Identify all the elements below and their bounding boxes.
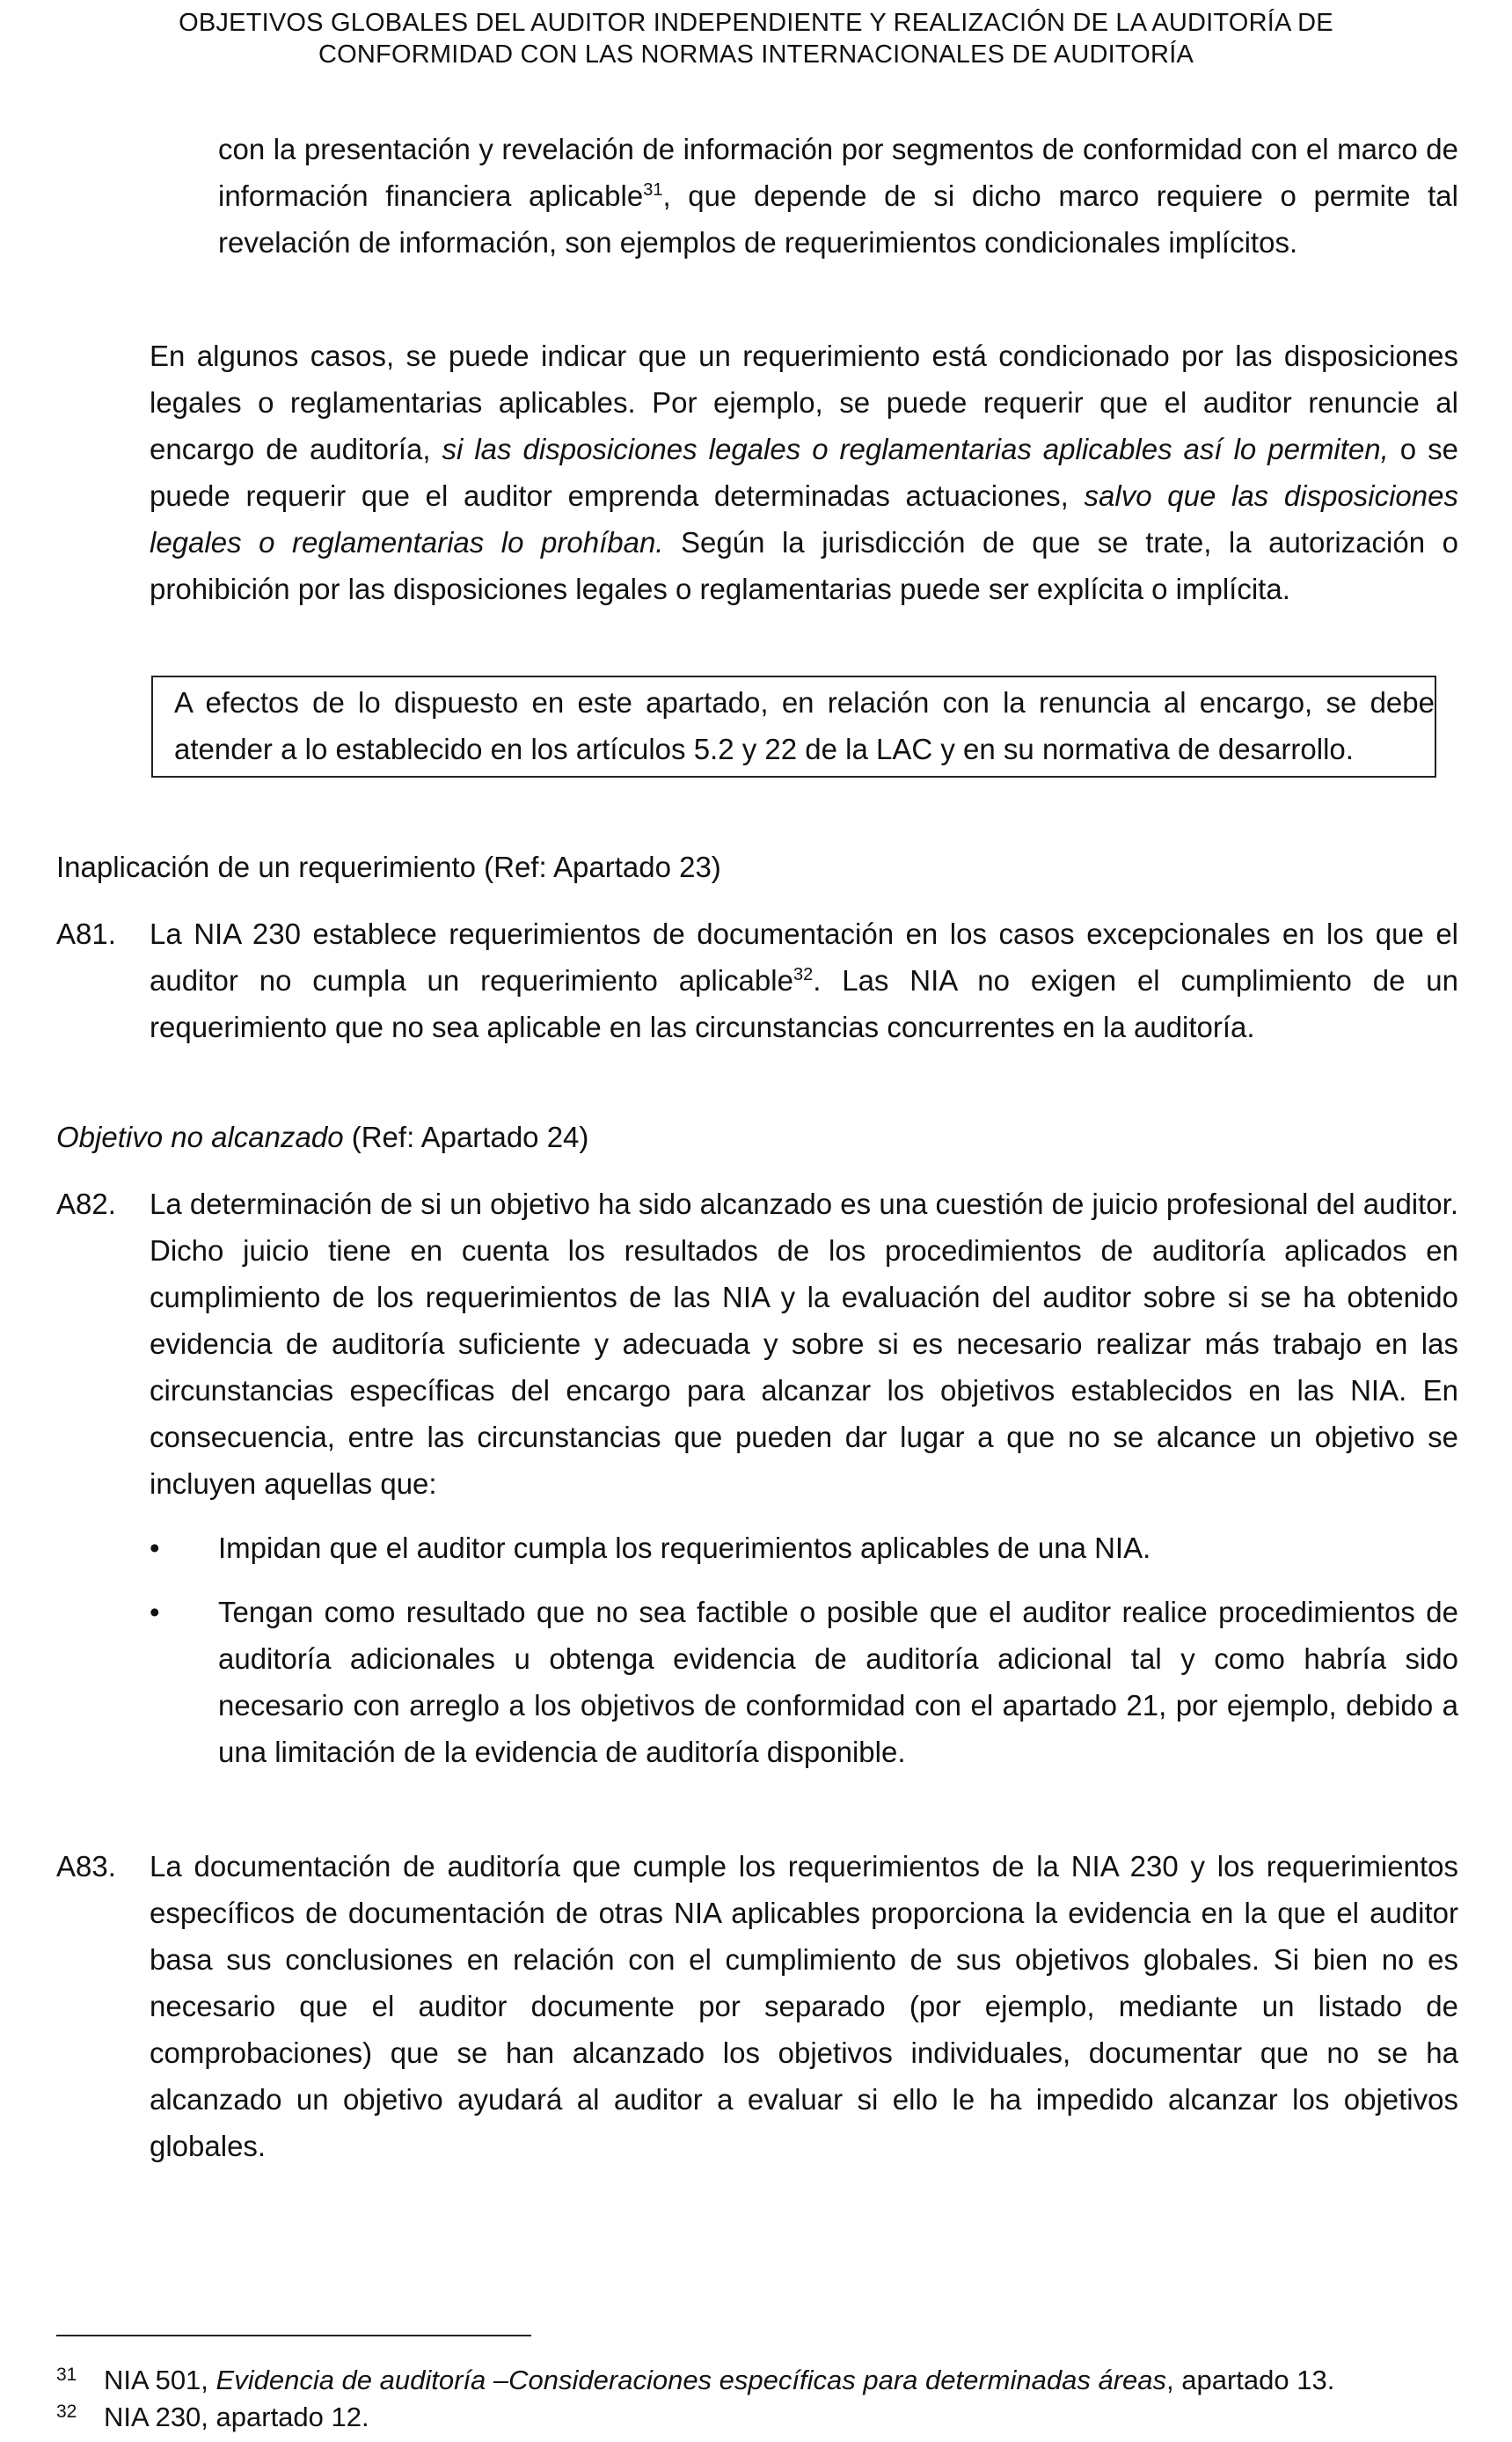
- paragraph-text: Según la jurisdicción de que se trate, la autorización o prohibición por las disposiciones legales o reglamentarias puede ser explícita o implícita.: [150, 526, 1458, 605]
- list-item-text: Impidan que el auditor cumpla los requerimientos aplicables de una NIA.: [218, 1532, 1151, 1564]
- footnote-ref-32: 32: [793, 965, 814, 984]
- paragraph-text: . Las NIA no exigen el cumplimiento de un requerimiento que no sea aplicable en las circunstancias concurrentes en la auditoría.: [150, 964, 1458, 1043]
- footnote-text: [104, 2363, 1334, 2398]
- footnote-italic: Evidencia de auditoría –Consideraciones específicas para determinadas áreas: [215, 2365, 1167, 2395]
- paragraph-body: La documentación de auditoría que cumple los requerimientos de la NIA 230 y los requerimientos específicos de documentación de otras NIA aplicables proporciona la evidencia en la que el auditor basa sus conclusiones en relación con el cumplimiento de sus objetivos globales. Si bien no es necesario que el auditor documente por separado (por ejemplo, mediante un listado de comprobaciones) que se han alcanzado los objetivos individuales, documentar que no se ha alcanzado un objetivo ayudará al auditor a evaluar si ello le ha impedido alcanzar los objetivos globales.: [150, 1850, 1458, 2162]
- paragraph-text: o se puede requerir que el auditor emprenda determinadas actuaciones,: [150, 433, 1459, 512]
- paragraph-body: [150, 910, 1458, 1050]
- footnote-text-part: NIA 230, apartado 12.: [104, 2402, 369, 2432]
- section-heading-objetivo: [56, 1114, 588, 1160]
- running-header: [0, 7, 1512, 70]
- heading-italic: Objetivo no alcanzado: [56, 1121, 344, 1153]
- paragraph-text: En algunos casos, se puede indicar que un requerimiento está condicionado por las disposiciones legales o reglamentarias aplicables. Por ejemplo, se puede requerir que el auditor renuncie al encargo de auditoría,: [150, 340, 1458, 465]
- boxed-note: [151, 676, 1436, 778]
- heading-ref: (Ref: Apartado 24): [343, 1121, 589, 1153]
- bullet-marker: •: [150, 1596, 160, 1628]
- paragraph-number: A81.: [56, 918, 116, 950]
- footnote-ref-31: 31: [643, 180, 663, 200]
- paragraph-body: La determinación de si un objetivo ha sido alcanzado es una cuestión de juicio profesional del auditor. Dicho juicio tiene en cuenta los resultados de los procedimientos de auditoría aplicados en cumplimiento de los requerimientos de las NIA y la evaluación del auditor sobre si se ha obtenido evidencia de auditoría suficiente y adecuada y sobre si es necesario realizar más trabajo en las circunstancias específicas del encargo para alcanzar los objetivos establecidos en las NIA. En consecuencia, entre las circunstancias que pueden dar lugar a que no se alcance un objetivo se incluyen aquellas que:: [150, 1188, 1458, 1500]
- paragraph-number: A83.: [56, 1850, 116, 1883]
- italic-phrase: salvo que las disposiciones legales o reglamentarias lo prohíban.: [150, 479, 1458, 559]
- list-item-text: Tengan como resultado que no sea factible o posible que el auditor realice procedimientos de auditoría adicionales u obtenga evidencia de auditoría adicional tal y como habría sido necesario con arreglo a los objetivos de conformidad con el apartado 21, por ejemplo, debido a una limitación de la evidencia de auditoría disponible.: [218, 1596, 1458, 1768]
- italic-phrase: si las disposiciones legales o reglamentarias aplicables así lo permiten,: [442, 433, 1389, 465]
- footnote-mark: 31: [56, 2365, 77, 2385]
- header-line-2: CONFORMIDAD CON LAS NORMAS INTERNACIONALES DE AUDITORÍA: [318, 40, 1194, 69]
- boxed-note-text: A efectos de lo dispuesto en este apartado, en relación con la renuncia al encargo, se debe atender a lo establecido en los artículos 5.2 y 22 de la LAC y en su normativa de desarrollo.: [174, 686, 1435, 765]
- footnote-separator: [56, 2335, 531, 2336]
- header-line-1: OBJETIVOS GLOBALES DEL AUDITOR INDEPENDIENTE Y REALIZACIÓN DE LA AUDITORÍA DE: [179, 9, 1333, 37]
- footnote-text: [104, 2400, 369, 2435]
- section-heading-inaplicacion: Inaplicación de un requerimiento (Ref: Apartado 23): [56, 851, 721, 883]
- footnote-text-part: NIA 501,: [104, 2365, 216, 2395]
- footnote-text-part: , apartado 13.: [1166, 2365, 1335, 2395]
- footnote-mark: 32: [56, 2402, 77, 2422]
- paragraph-number: A82.: [56, 1188, 116, 1220]
- paragraph-continuation: [218, 126, 1458, 266]
- paragraph-conditional-requirements: [150, 333, 1458, 612]
- paragraph-text: , que depende de si dicho marco requiere o permite tal revelación de información, son ejemplos de requerimientos condicionales implícitos.: [218, 179, 1458, 259]
- paragraph-text: con la presentación y revelación de información por segmentos de conformidad con el marco de información financiera aplicable: [218, 133, 1458, 212]
- paragraph-text: La NIA 230 establece requerimientos de documentación en los casos excepcionales en los que el auditor no cumpla un requerimiento aplicable: [150, 918, 1458, 997]
- bullet-marker: •: [150, 1532, 160, 1564]
